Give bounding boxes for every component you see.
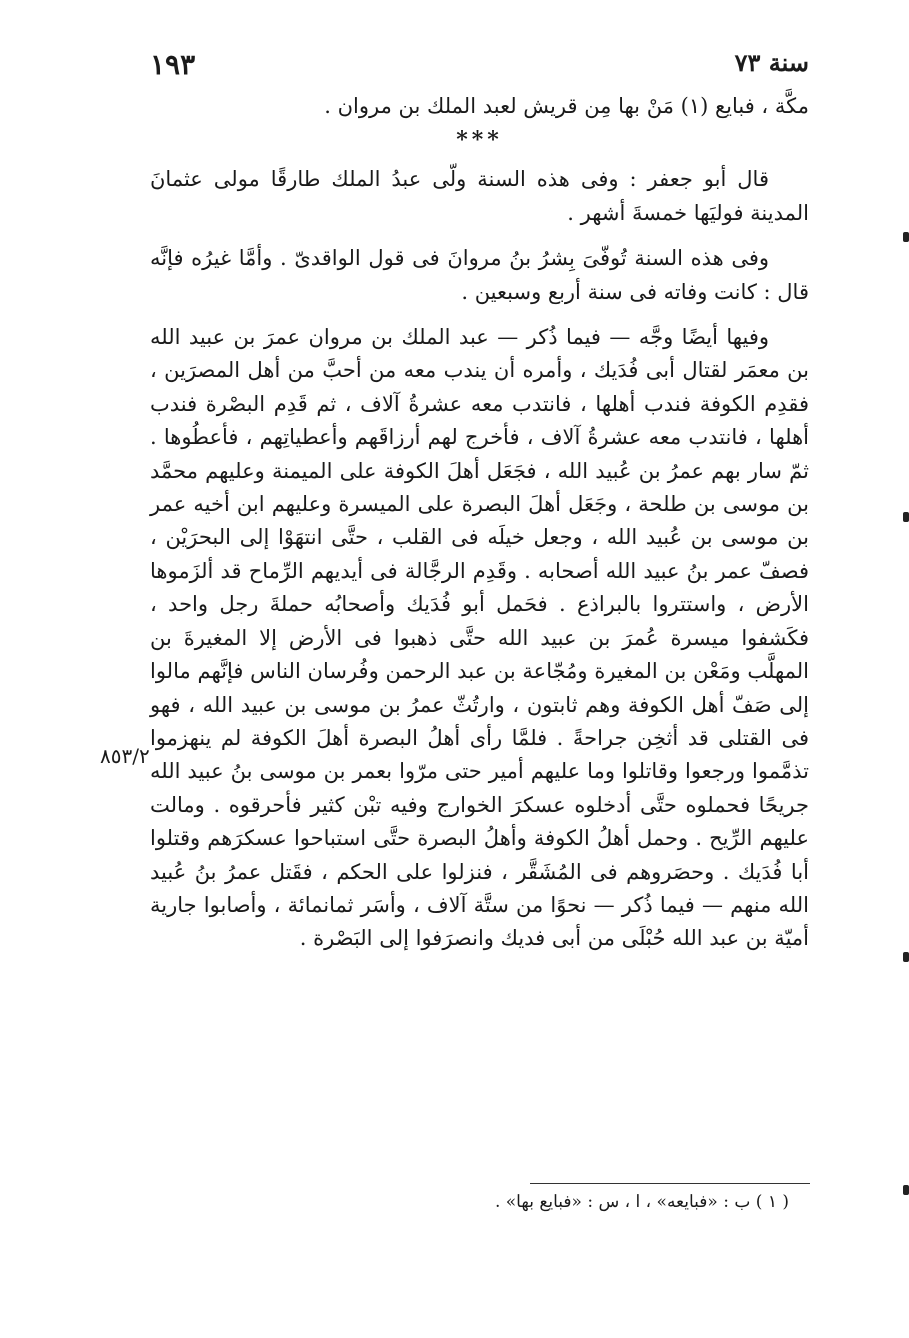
page-number: ١٩٣ [150,48,196,81]
main-text [150,90,809,956]
paragraph: قال أبو جعفر : وفى هذه السنة ولّى عبدُ الملك طارقًا مولى عثمانَ المدينة فوليَها خمسةَ أشهر . [150,167,809,225]
binding-mark [903,952,909,962]
paragraph: مكَّة ، فبايع (١) مَنْ بها مِن قريش لعبد الملك بن مروان . [324,94,809,118]
section-separator: *** [456,127,503,154]
year-label: سنة ٧٣ [734,48,809,77]
page-header [150,48,809,88]
footnote-divider [530,1183,810,1184]
binding-mark [903,1185,909,1195]
paragraph: وفى هذه السنة تُوفّىَ بِشرُ بنُ مروانَ فى قول الواقدىّ . وأمَّا غيرُه فإنَّه قال : كانت وفاته فى سنة أربع وسبعين . [150,246,809,304]
margin-reference: ٨٥٣/٢ [100,744,150,768]
paragraph: وفيها أيضًا وجَّه — فيما ذُكر — عبد الملك بن مروان عمرَ بن عبيد الله بن معمَر لقتال أبى فُدَيك ، وأمره أن يندب معه من أحبَّ من أهل المصرَين ، فقدِم الكوفة فندب أهلها ، فانتدب معه عشرةُ آلاف ، ثم قَدِم البصْرة فندب أهلها ، فانتدب معه عشرةُ آلاف ، فأخرج لهم أرزاقَهم وأعطياتِهم ، فأعطُوها . ثمّ سار بهم عمرُ بن عُبيد الله ، فجَعَل أهلَ الكوفة على الميمنة وعليهم محمَّد بن موسى بن طلحة ، وجَعَل أهلَ البصرة على الميسرة وعليهم ابن أخيه عمر بن موسى بن عُبيد الله ، وجعل خيلَه فى القلب ، حتَّى انتهَوْا إلى البحرَيْن ، فصفّ عمر بنُ عبيد الله أصحابه . وقَدِم الرجَّالة فى أيديهم الرِّماح قد ألزَموها الأرض ، واستتروا بالبراذع . فحَمل أبو فُدَيك وأصحابُه حملةَ رجل واحد ، فكَشفوا ميسرة عُمرَ بن عبيد الله حتَّى ذهبوا فى الأرض إلا المغيرةَ بن المهلَّب ومَعْن بن المغيرة ومُجّاعة بن عبد الرحمن وفُرسان الناس فإنَّهم مالوا إلى صَفّ أهل الكوفة وهم ثابتون ، وارتُثّ عمرُ بن موسى بن عبيد الله ، فهو فى القتلى قد أثخِن جراحةً . فلمَّا رأى أهلُ البصرة أهلَ الكوفة لم ينهزموا تذمَّموا ورجعوا وقاتلوا وما عليهم أمير حتى مرّوا بعمر بن موسى بنُ عبيد الله جريحًا فحملوه حتَّى أدخلوه عسكرَ الخوارج وفيه تبْن كثير فأحرقوه . ومالت عليهم الرِّيح . وحمل أهلُ الكوفة وأهلُ البصرة حتَّى استباحوا عسكرَهم وقتلوا أبا فُدَيك . وحصَروهم فى المُشَقَّر ، فنزلوا على الحكم ، فقَتل عمرُ بنُ عُبيد الله منهم — فيما ذُكر — نحوًا من ستَّة آلاف ، وأسَر ثمانمائة ، وأصابوا جارية أميّة بن عبد الله حُبْلَى من أبى فديك وانصرَفوا إلى البَصْرة . [150,325,809,951]
binding-mark [903,232,909,242]
footnote: ( ١ ) ب : «فبايعه» ، ا ، س : «فبايع بها» . [494,1192,789,1212]
binding-mark [903,512,909,522]
